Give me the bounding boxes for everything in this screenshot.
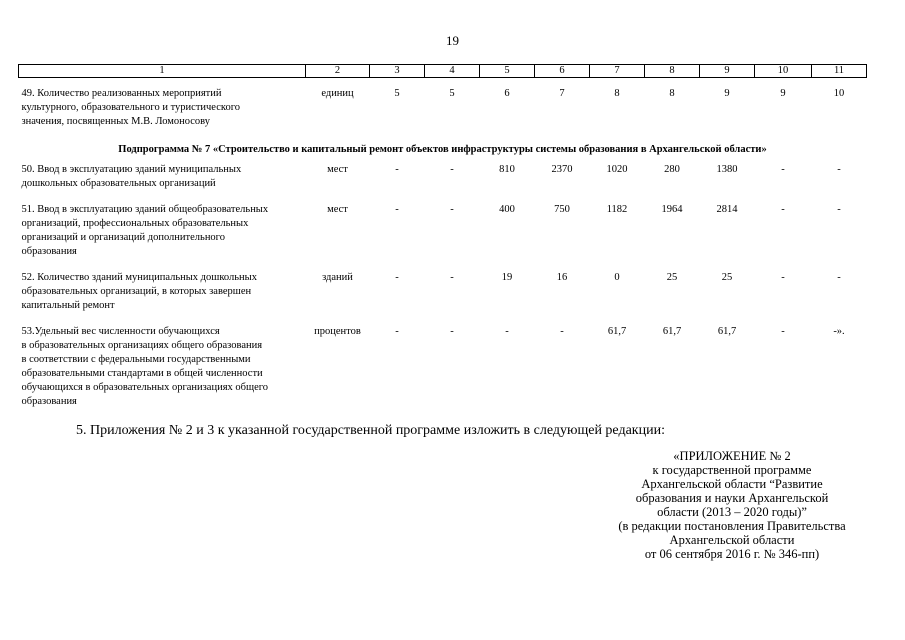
value-cell: -	[837, 272, 841, 283]
appendix-line: (в редакции постановления Правительства	[618, 519, 846, 533]
value-cell: 10	[833, 88, 845, 99]
unit-cell: процентов	[314, 326, 361, 337]
appendix-line: от 06 сентября 2016 г. № 346-пп)	[644, 547, 820, 561]
table-row	[19, 203, 867, 271]
appendix-line: Архангельской области “Развитие	[641, 477, 823, 491]
value-cell: -	[837, 164, 841, 175]
desc-line: культурного, образовательного и туристического	[21, 102, 241, 113]
unit-cell: зданий	[322, 272, 353, 283]
value-cell: 61,7	[717, 326, 737, 337]
desc-line: дошкольных образовательных организаций	[21, 178, 216, 189]
value-cell: 25	[666, 272, 678, 283]
appendix-line: образования и науки Архангельской	[635, 491, 829, 505]
page-number: 19	[446, 33, 459, 48]
desc-line: 53.Удельный вес численности обучающихся	[21, 326, 220, 337]
header-cell: 5	[480, 65, 535, 78]
value-cell: -	[395, 204, 399, 215]
indicator-description	[19, 163, 306, 203]
value-cell: 25	[721, 272, 733, 283]
value-cell: 19	[501, 272, 513, 283]
header-cell: 7	[590, 65, 645, 78]
header-cell: 9	[700, 65, 755, 78]
indicators-table	[18, 64, 867, 409]
desc-line: образования	[21, 396, 77, 407]
desc-line: в соответствии с федеральными государственными	[21, 354, 251, 365]
value-cell: -	[395, 164, 399, 175]
value-cell: -	[781, 326, 785, 337]
value-cell: 280	[664, 164, 680, 175]
value-cell: 7	[559, 88, 565, 99]
value-cell: 1182	[606, 204, 628, 215]
value-cell: 1020	[606, 164, 628, 175]
desc-line: организаций, профессиональных образовательных	[21, 218, 249, 229]
desc-line: 51. Ввод в эксплуатацию зданий общеобразовательных	[21, 204, 269, 215]
value-cell: -	[395, 272, 399, 283]
header-cell: 8	[645, 65, 700, 78]
value-cell: -	[450, 272, 454, 283]
value-cell: 400	[499, 204, 515, 215]
header-cell: 10	[755, 65, 812, 78]
desc-line: 50. Ввод в эксплуатацию зданий муниципальных	[21, 164, 242, 175]
desc-line: организаций и организаций дополнительного	[21, 232, 225, 243]
appendix-line: «ПРИЛОЖЕНИЕ № 2	[673, 449, 791, 463]
unit-cell: мест	[327, 164, 348, 175]
value-cell: 1964	[661, 204, 683, 215]
value-cell: 8	[669, 88, 675, 99]
desc-line: образовательных организаций, в которых завершен	[21, 286, 252, 297]
table-row	[19, 78, 867, 130]
value-cell: 16	[556, 272, 568, 283]
indicator-description	[19, 203, 306, 271]
header-cell: 11	[812, 65, 867, 78]
appendix-line: Архангельской области	[669, 533, 795, 547]
table-header	[19, 65, 867, 78]
value-cell: -	[505, 326, 509, 337]
value-cell: 8	[614, 88, 620, 99]
value-cell: 9	[780, 88, 786, 99]
table-row	[19, 325, 867, 409]
value-cell: 810	[499, 164, 515, 175]
header-cell: 3	[370, 65, 425, 78]
value-cell: -	[395, 326, 399, 337]
desc-line: 52. Количество зданий муниципальных дошкольных	[21, 272, 257, 283]
value-cell: 9	[724, 88, 730, 99]
header-cell: 1	[19, 65, 306, 78]
value-cell: -	[560, 326, 564, 337]
value-cell: -	[450, 164, 454, 175]
value-cell: 2370	[551, 164, 573, 175]
value-cell: 61,7	[662, 326, 682, 337]
table-row	[19, 163, 867, 203]
value-cell: -	[781, 204, 785, 215]
value-cell: -	[450, 204, 454, 215]
header-cell: 6	[535, 65, 590, 78]
desc-line: в образовательных организациях общего образования	[21, 340, 263, 351]
desc-line: значения, посвященных М.В. Ломоносову	[21, 116, 211, 127]
unit-cell: мест	[327, 204, 348, 215]
value-cell: 5	[449, 88, 455, 99]
header-cell: 4	[425, 65, 480, 78]
value-cell: -	[781, 164, 785, 175]
appendix-heading	[602, 449, 862, 561]
appendix-line: к государственной программе	[652, 463, 812, 477]
desc-line: обучающихся в образовательных организациях общего	[21, 382, 269, 393]
subprogram-title: Подпрограмма № 7 «Строительство и капитальный ремонт объектов инфраструктуры системы образования в Архангельской области»	[118, 144, 767, 155]
value-cell: -».	[833, 326, 845, 337]
value-cell: 61,7	[607, 326, 627, 337]
indicator-description	[19, 78, 306, 130]
value-cell: 1380	[716, 164, 738, 175]
subprogram-row	[19, 129, 867, 163]
unit-cell: единиц	[321, 88, 354, 99]
value-cell: 5	[394, 88, 400, 99]
desc-line: 49. Количество реализованных мероприятий	[21, 88, 222, 99]
table-row	[19, 271, 867, 325]
value-cell: 6	[504, 88, 510, 99]
value-cell: -	[450, 326, 454, 337]
desc-line: капитальный ремонт	[21, 300, 115, 311]
header-cell: 2	[306, 65, 370, 78]
appendix-line: области (2013 – 2020 годы)”	[657, 505, 807, 519]
value-cell: -	[837, 204, 841, 215]
desc-line: образования	[21, 246, 77, 257]
desc-line: образовательными стандартами в общей численности	[21, 368, 263, 379]
value-cell: 2814	[716, 204, 738, 215]
indicator-description	[19, 271, 306, 325]
value-cell: 750	[554, 204, 570, 215]
value-cell: -	[781, 272, 785, 283]
indicator-description	[19, 325, 306, 409]
value-cell: 0	[614, 272, 620, 283]
amendment-paragraph: 5. Приложения № 2 и 3 к указанной государственной программе изложить в следующей редакции:	[76, 423, 665, 438]
